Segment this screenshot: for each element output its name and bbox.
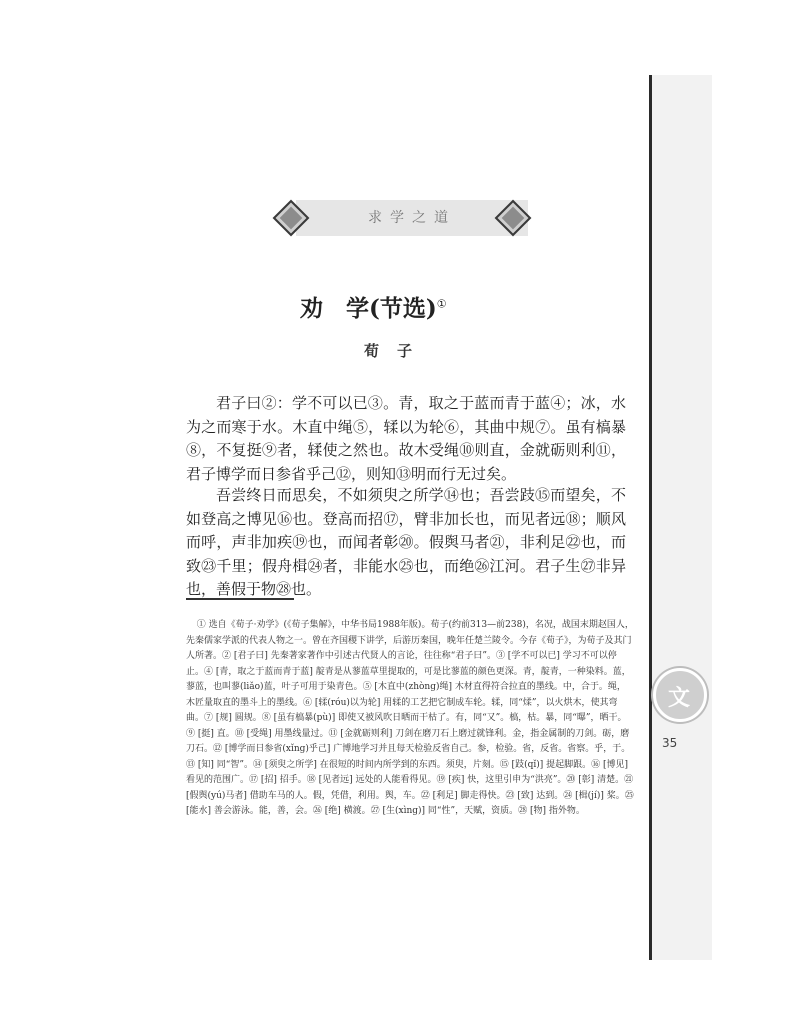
title-text: 劝 学(节选) — [300, 295, 437, 322]
page-number: 35 — [662, 736, 678, 750]
footnotes-block: ① 选自《荀子·劝学》(《荀子集解》，中华书局1988年版)。荀子(约前313—前238)，名况，战国末期赵国人，先秦儒家学派的代表人物之一。曾在齐国稷下讲学，后游历秦国，晚年任楚兰陵令。今存《荀子》，为荀子及其门人所著。② [君子曰] 先秦著家著作中引述古代贤人的言论，往往称“君子曰”。③ [学不可以已] 学习不可以停止。④ [青，取之于蓝而青于蓝] 靛青是从蓼蓝草里提取的，可是比蓼蓝的颜色更深。青，靛青，一种染料。蓝，蓼蓝，也叫蓼(liǎo)蓝，叶子可用于染青色。⑤ [木直中(zhòng)绳] 木材直得符合拉直的墨线。中，合于。绳，木匠量取直的墨斗上的墨线。⑥ [𫐓(róu)以为轮] 用𫐓的工艺把它制成车轮。𫐓，同“煣”，以火烘木，使其弯曲。⑦ [规] 圆规。⑧ [虽有槁暴(pù)] 即使又被风吹日晒而干枯了。有，同“又”。槁，枯。暴，同“曝”，晒干。⑨ [挺] 直。⑩ [受绳] 用墨线量过。⑪ [金就砺则利] 刀剑在磨刀石上磨过就锋利。金，指金属制的刀剑。砺，磨刀石。⑫ [博学而日参省(xǐng)乎己] 广博地学习并且每天检验反省自己。参，检验。省，反省。省察。乎，于。⑬ [知] 同“智”。⑭ [须臾之所学] 在很短的时间内所学到的东西。须臾，片刻。⑮ [跂(qǐ)] 提起脚跟。⑯ [博见] 看见的范围广。⑰ [招] 招手。⑱ [见者远] 远处的人能看得见。⑲ [疾] 快，这里引申为“洪亮”。⑳ [彰] 清楚。㉑ [假舆(yú)马者] 借助车马的人。假，凭借，利用。舆，车。㉒ [利足] 脚走得快。㉓ [致] 达到。㉔ [楫(jí)] 桨。㉕ [能水] 善会游泳。能，善，会。㉖ [绝] 横渡。㉗ [生(xìng)] 同“性”，天赋，资质。㉘ [物] 指外物。 — [186, 620, 634, 816]
author-name: 荀子 — [364, 342, 431, 360]
page-divider-line — [649, 75, 652, 960]
page-title — [300, 290, 540, 323]
paragraph-1: 君子曰②：学不可以已③。青，取之于蓝而青于蓝④；冰，水为之而寒于水。木直中绳⑤，𫐓以为轮⑥，其曲中规⑦。虽有槁暴⑧，不复挺⑨者，𫐓使之然也。故木受绳⑩则直，金就砺则利⑪，君子博学而日参省乎己⑫，则知⑬明而行无过矣。 — [186, 394, 626, 483]
section-title: 求学之道 — [368, 210, 456, 226]
seal-glyph: 文 — [668, 686, 691, 711]
paragraph-2: 吾尝终日而思矣，不如须臾之所学⑭也；吾尝跂⑮而望矣，不如登高之博见⑯也。登高而招⑰，臂非加长也，而见者远⑱；顺风而呼，声非加疾⑲也，而闻者彰⑳。假舆马者㉑，非利足㉒也，而致㉓千里；假舟楫㉔者，非能水㉕也，而绝㉖江河。君子生㉗非异也，善假于物㉘也。 — [186, 486, 626, 598]
right-margin-strip — [652, 75, 712, 960]
title-note-marker: ① — [436, 297, 447, 311]
footnote-rule — [186, 598, 294, 600]
seal-emblem-icon — [653, 668, 707, 722]
